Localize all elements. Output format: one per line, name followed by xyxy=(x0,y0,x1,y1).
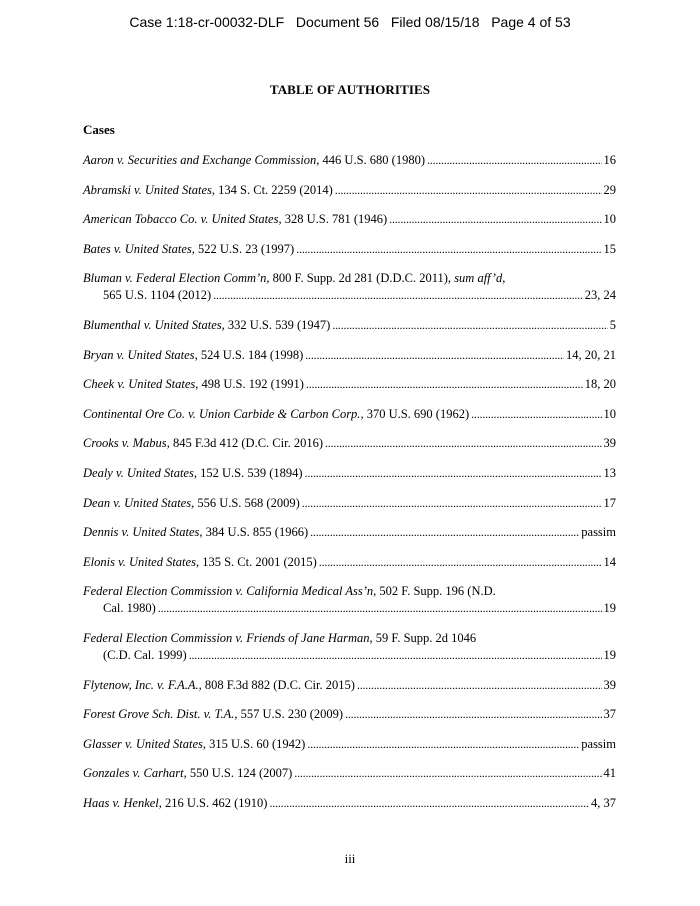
authority-entry xyxy=(83,495,616,512)
citation: , 498 U.S. 192 (1991) xyxy=(195,377,304,392)
dot-leader xyxy=(325,435,602,452)
entry-text xyxy=(83,435,323,452)
entry-line xyxy=(83,435,616,452)
case-name: Elonis v. United States xyxy=(83,554,196,569)
citation: , 384 U.S. 855 (1966) xyxy=(199,525,309,540)
dot-leader xyxy=(305,347,564,364)
page-reference: passim xyxy=(581,525,616,540)
case-name: Abramski v. United States xyxy=(83,182,212,197)
authority-entry xyxy=(83,270,616,304)
citation: , 446 U.S. 680 (1980) xyxy=(316,153,425,167)
entry-text xyxy=(83,465,303,482)
page-reference: 19 xyxy=(603,601,616,616)
case-name: Gonzales v. Carhart xyxy=(83,766,184,781)
case-name: Crooks v. Mabus xyxy=(83,436,167,451)
case-name: Cheek v. United States xyxy=(83,377,196,392)
dot-leader xyxy=(319,554,602,571)
entry-text xyxy=(83,495,300,512)
page-number: iii xyxy=(344,851,356,866)
authority-entry xyxy=(83,795,616,812)
entry-text xyxy=(83,317,330,334)
case-name: Continental Ore Co. v. Union Carbide & Carbon Corp. xyxy=(83,406,361,421)
entry-line xyxy=(83,495,616,512)
authority-entry xyxy=(83,554,616,571)
citation: , 135 S. Ct. 2001 (2015) xyxy=(195,554,317,569)
entry-text xyxy=(83,677,355,694)
dot-leader xyxy=(189,647,602,664)
entry-text xyxy=(83,182,333,199)
case-name: Dean v. United States xyxy=(83,495,192,510)
dot-leader xyxy=(427,152,602,169)
dot-leader xyxy=(269,795,589,812)
entry-line xyxy=(83,241,616,258)
citation: , 800 F. Supp. 2d 281 (D.D.C. 2011), xyxy=(266,271,455,286)
entry-text xyxy=(83,152,425,169)
dot-leader xyxy=(345,706,601,723)
citation: , 152 U.S. 539 (1894) xyxy=(193,465,303,480)
entry-line-continued xyxy=(83,287,616,304)
entry-text xyxy=(83,211,387,228)
entry-text xyxy=(83,406,469,423)
dot-leader xyxy=(296,241,601,258)
entry-line xyxy=(83,317,616,334)
authority-entry xyxy=(83,677,616,694)
authority-entry xyxy=(83,241,616,258)
authority-entry xyxy=(83,406,616,423)
entry-line xyxy=(83,211,616,228)
citation: , 328 U.S. 781 (1946) xyxy=(278,212,388,227)
case-name: Bluman v. Federal Election Comm’n xyxy=(83,271,267,286)
entry-text xyxy=(83,583,496,600)
page-reference: 41 xyxy=(603,766,616,781)
authority-entry xyxy=(83,630,616,664)
entry-line xyxy=(83,630,616,647)
citation: , 522 U.S. 23 (1997) xyxy=(191,241,295,256)
citation: , 216 U.S. 462 (1910) xyxy=(158,795,268,810)
citation: , 557 U.S. 230 (2009) xyxy=(234,707,344,722)
authority-entry xyxy=(83,736,616,753)
citation-continued: Cal. 1980) xyxy=(103,601,156,616)
case-name: Federal Election Commission v. California Medical Ass’n xyxy=(83,584,374,599)
authority-entry xyxy=(83,706,616,723)
dot-leader xyxy=(294,765,601,782)
page-reference: 5 xyxy=(609,317,616,332)
page-reference: 16 xyxy=(603,153,616,167)
citation: , 550 U.S. 124 (2007) xyxy=(183,766,293,781)
authority-entry xyxy=(83,182,616,199)
citation: , 556 U.S. 568 (2009) xyxy=(191,495,300,510)
page-reference: 10 xyxy=(603,406,616,421)
page-reference: 29 xyxy=(603,182,616,197)
case-name: Flytenow, Inc. v. F.A.A. xyxy=(83,677,199,692)
citation: , 524 U.S. 184 (1998) xyxy=(194,347,304,362)
entry-text xyxy=(83,736,305,753)
authority-entry xyxy=(83,524,616,541)
authority-entry xyxy=(83,211,616,228)
entry-line-continued xyxy=(83,647,616,664)
citation-continued: (C.D. Cal. 1999) xyxy=(103,647,187,662)
entry-line xyxy=(83,376,616,393)
entry-line xyxy=(83,736,616,753)
entry-text xyxy=(83,347,303,364)
authority-entry xyxy=(83,465,616,482)
entry-line xyxy=(83,677,616,694)
page-reference: 4, 37 xyxy=(591,795,616,810)
case-name: Glasser v. United States xyxy=(83,736,203,751)
authority-entry xyxy=(83,347,616,364)
entry-text xyxy=(83,241,294,258)
page-reference: 13 xyxy=(603,465,616,480)
entry-line xyxy=(83,795,616,812)
page-reference: passim xyxy=(581,736,616,751)
entry-line xyxy=(83,765,616,782)
dot-leader xyxy=(332,317,607,334)
citation-continued: 565 U.S. 1104 (2012) xyxy=(103,288,212,303)
entry-text xyxy=(83,554,317,571)
entry-line xyxy=(83,270,616,287)
authority-entry xyxy=(83,376,616,393)
entry-text xyxy=(83,706,343,723)
entry-text xyxy=(83,376,304,393)
authority-entry xyxy=(83,583,616,617)
case-name: Bryan v. United States xyxy=(83,347,195,362)
citation: , 315 U.S. 60 (1942) xyxy=(202,736,306,751)
authorities-list xyxy=(83,152,616,824)
citation-punct: , xyxy=(502,271,506,286)
dot-leader xyxy=(310,524,579,541)
case-name: Forest Grove Sch. Dist. v. T.A. xyxy=(83,707,235,722)
page-reference: 15 xyxy=(603,241,616,256)
entry-line xyxy=(83,706,616,723)
authority-entry xyxy=(83,152,616,169)
citation: , 59 F. Supp. 2d 1046 xyxy=(369,630,477,645)
entry-text xyxy=(83,270,505,287)
entry-text xyxy=(83,630,476,647)
dot-leader xyxy=(357,677,602,694)
case-name: Bates v. United States xyxy=(83,241,192,256)
entry-text xyxy=(83,524,308,541)
citation: , 134 S. Ct. 2259 (2014) xyxy=(211,182,333,197)
entry-text xyxy=(83,795,267,812)
entry-line xyxy=(83,406,616,423)
page-reference: 23, 24 xyxy=(584,288,616,303)
case-name: Aaron v. Securities and Exchange Commission xyxy=(83,153,317,167)
case-name: Blumenthal v. United States xyxy=(83,317,222,332)
entry-line xyxy=(83,465,616,482)
authority-entry xyxy=(83,317,616,334)
case-name: Dennis v. United States xyxy=(83,525,200,540)
case-name: American Tobacco Co. v. United States xyxy=(83,212,279,227)
citation: , 845 F.3d 412 (D.C. Cir. 2016) xyxy=(166,436,323,451)
citation: , 332 U.S. 539 (1947) xyxy=(221,317,331,332)
dot-leader xyxy=(306,376,583,393)
dot-leader xyxy=(307,736,579,753)
citation: , 370 U.S. 690 (1962) xyxy=(360,406,470,421)
page-reference: 10 xyxy=(603,212,616,227)
dot-leader xyxy=(389,211,601,228)
entry-line-continued xyxy=(83,600,616,617)
entry-line xyxy=(83,554,616,571)
case-header: Case 1:18-cr-00032-DLF Document 56 Filed 08/15/18 Page 4 of 53 xyxy=(129,14,571,30)
page-title: TABLE OF AUTHORITIES xyxy=(269,82,431,97)
citation: , 808 F.3d 882 (D.C. Cir. 2015) xyxy=(198,677,355,692)
dot-leader xyxy=(335,182,602,199)
page-reference: 14 xyxy=(603,554,616,569)
entry-line xyxy=(83,347,616,364)
case-name: Dealy v. United States xyxy=(83,465,194,480)
page-reference: 39 xyxy=(603,677,616,692)
authority-entry xyxy=(83,435,616,452)
page-reference: 37 xyxy=(603,707,616,722)
page-reference: 39 xyxy=(603,436,616,451)
page-reference: 19 xyxy=(603,647,616,662)
case-name: Haas v. Henkel xyxy=(83,795,159,810)
citation-history: sum aff’d xyxy=(454,271,503,286)
dot-leader xyxy=(305,465,602,482)
page-reference: 18, 20 xyxy=(584,377,616,392)
dot-leader xyxy=(471,406,601,423)
entry-line xyxy=(83,583,616,600)
dot-leader xyxy=(302,495,602,512)
entry-line xyxy=(83,152,616,169)
citation: , 502 F. Supp. 196 (N.D. xyxy=(373,584,496,599)
case-name: Federal Election Commission v. Friends of Jane Harman xyxy=(83,630,370,645)
authority-entry xyxy=(83,765,616,782)
page-reference: 14, 20, 21 xyxy=(566,347,616,362)
dot-leader xyxy=(158,600,602,617)
page-reference: 17 xyxy=(603,495,616,510)
dot-leader xyxy=(213,287,583,304)
section-heading: Cases xyxy=(83,122,115,137)
entry-line xyxy=(83,182,616,199)
entry-text xyxy=(83,765,292,782)
entry-line xyxy=(83,524,616,541)
